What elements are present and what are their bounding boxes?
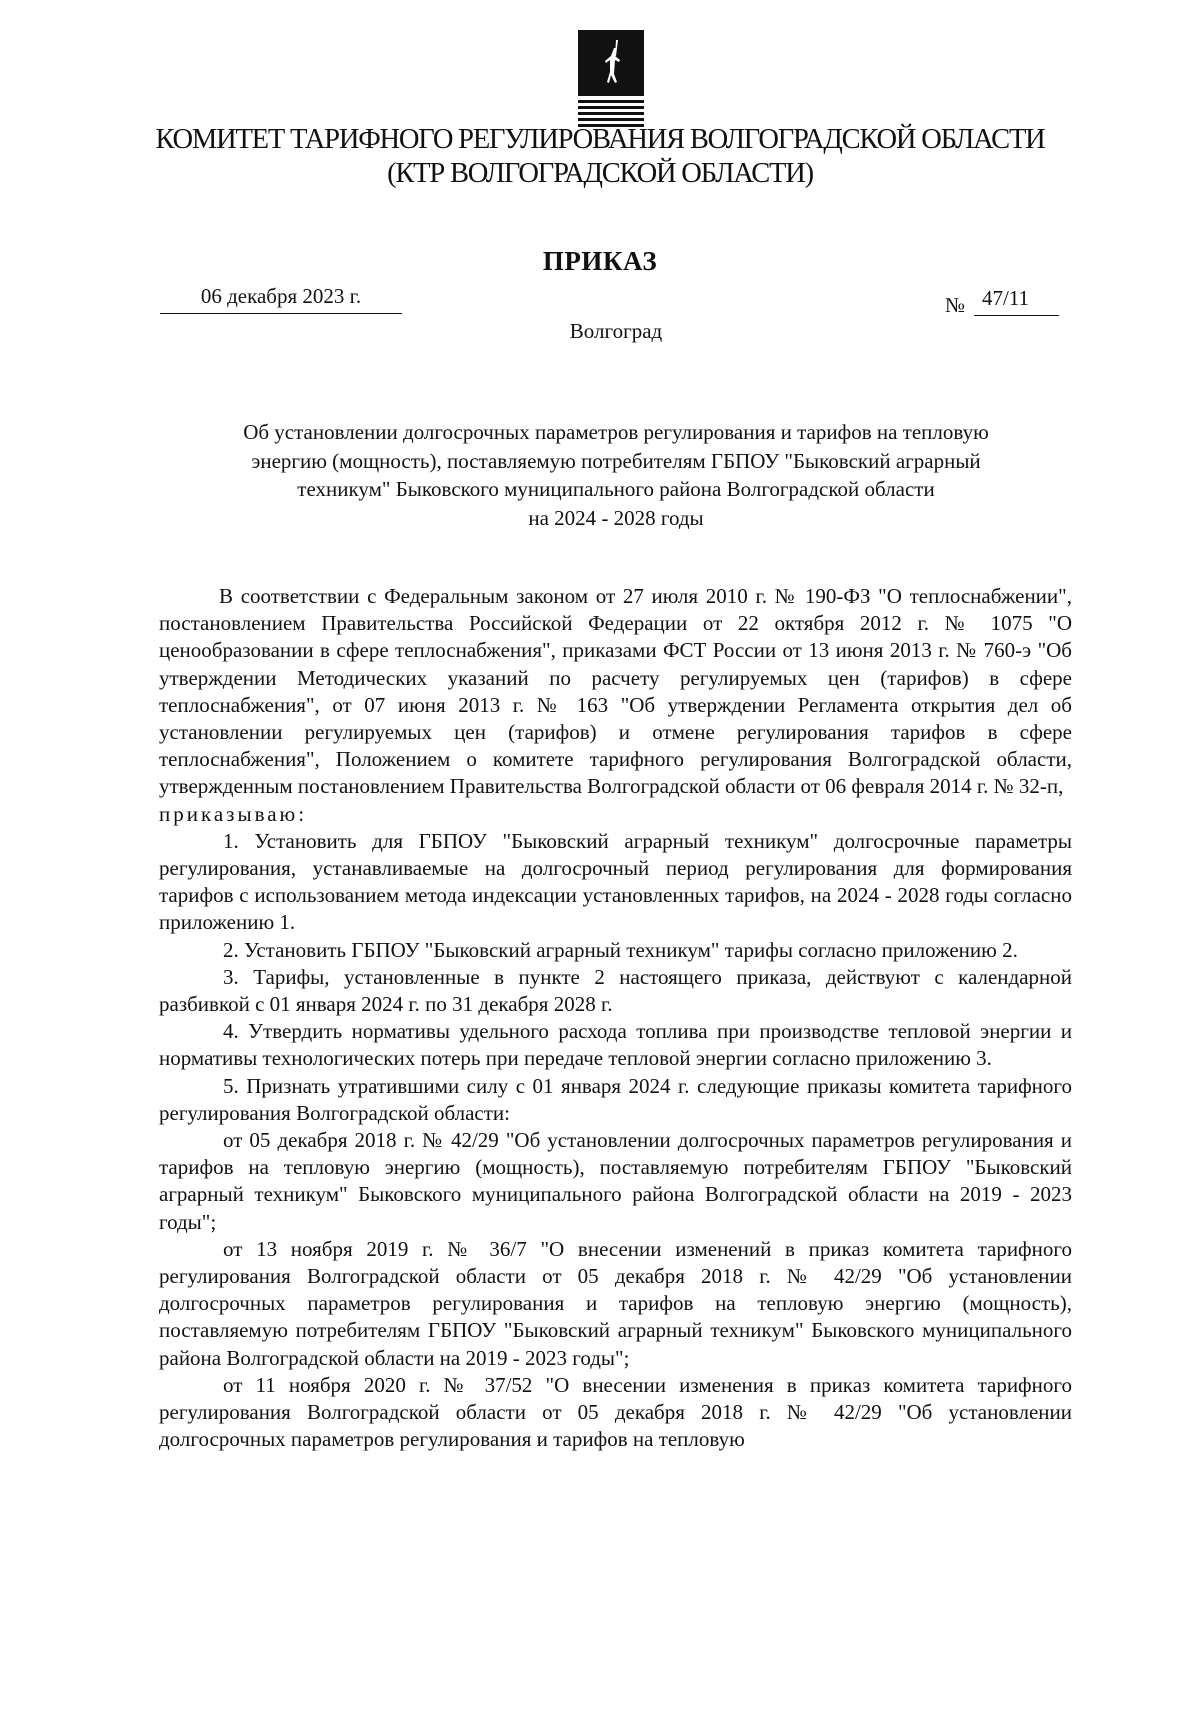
repealed-order-1: от 05 декабря 2018 г. № 42/29 "Об установлении долгосрочных параметров регулирования и тарифов на тепловую энергию (мощность), поставляемую потребителям ГБПОУ "Быковский аграрный техникум" Быковского муниципального района Волгоградской области на 2019 - 2023 годы"; [159, 1128, 1072, 1234]
coat-of-arms-emblem [576, 30, 648, 132]
order-number: 47/11 [974, 285, 1059, 316]
preamble-paragraph: В соответствии с Федеральным законом от 27 июля 2010 г. № 190-ФЗ "О теплоснабжении", постановлением Правительства Российской Федерации от 22 октября 2012 г. № 1075 "О ценообразовании в сфере теплоснабжения", приказами ФСТ России от 13 июня 2013 г. № 760-э "Об утверждении Методических указаний по расчету регулируемых цен (тарифов) в сфере теплоснабжения", от 07 июня 2013 г. № 163 "Об утверждении Регламента открытия дел об установлении регулируемых цен (тарифов) и отмене регулирования тарифов в сфере теплоснабжения", Положением о комитете тарифного регулирования Волгоградской области, утвержденным постановлением Правительства Волгоградской области от 06 февраля 2014 г. № 32-п, [159, 584, 1072, 799]
repealed-order-3: от 11 ноября 2020 г. № 37/52 "О внесении изменения в приказ комитета тарифного регулирования Волгоградской области от 05 декабря 2018 г. № 42/29 "Об установлении долгосрочных параметров регулирования и тарифов на тепловую [159, 1372, 1072, 1452]
order-item-1: 1. Установить для ГБПОУ "Быковский аграрный техникум" долгосрочные параметры регулирования, устанавливаемые на долгосрочный период регулирования для формирования тарифов с использованием метода индексации установленных тарифов, на 2024 - 2028 годы согласно приложению 1. [159, 828, 1072, 935]
order-date: 06 декабря 2023 г. [160, 283, 402, 314]
order-item-2: 2. Установить ГБПОУ "Быковский аграрный техникум" тарифы согласно приложению 2. [223, 937, 1018, 962]
organization-name [0, 123, 1200, 191]
city: Волгоград [569, 319, 663, 343]
order-subject [150, 418, 1082, 532]
order-number-sign: № [945, 293, 966, 317]
order-item-4: 4. Утвердить нормативы удельного расхода топлива при производстве тепловой энергии и нормативы технологических потерь при передаче тепловой энергии согласно приложению 3. [159, 1019, 1072, 1071]
subject-line: Об установлении долгосрочных параметров регулирования и тарифов на тепловую [243, 420, 989, 444]
order-word-text: приказываю: [159, 801, 308, 826]
subject-line: энергию (мощность), поставляемую потребителям ГБПОУ "Быковский аграрный [251, 448, 981, 473]
repealed-order-2: от 13 ноября 2019 г. № 36/7 "О внесении изменений в приказ комитета тарифного регулирования Волгоградской области от 05 декабря 2018 г. № 42/29 "Об установлении долгосрочных параметров регулирования и тарифов на тепловую энергию (мощность), поставляемую потребителям ГБПОУ "Быковский аграрный техникум" Быковского муниципального района Волгоградской области на 2019 - 2023 годы"; [159, 1236, 1072, 1370]
subject-line: техникум" Быковского муниципального района Волгоградской области [297, 477, 935, 501]
order-word [159, 801, 1072, 828]
document-title: ПРИКАЗ [542, 246, 658, 276]
organization-name-line2: (КТР ВОЛГОГРАДСКОЙ ОБЛАСТИ) [387, 158, 813, 189]
subject-line: на 2024 - 2028 годы [528, 505, 704, 530]
order-item-5: 5. Признать утратившими силу с 01 января 2024 г. следующие приказы комитета тарифного регулирования Волгоградской области: [159, 1073, 1072, 1125]
order-body [159, 583, 1072, 1454]
order-item-3: 3. Тарифы, установленные в пункте 2 настоящего приказа, действуют с календарной разбивкой с 01 января 2024 г. по 31 декабря 2028 г. [159, 964, 1072, 1017]
organization-name-line1: КОМИТЕТ ТАРИФНОГО РЕГУЛИРОВАНИЯ ВОЛГОГРАДСКОЙ ОБЛАСТИ [155, 124, 1045, 155]
